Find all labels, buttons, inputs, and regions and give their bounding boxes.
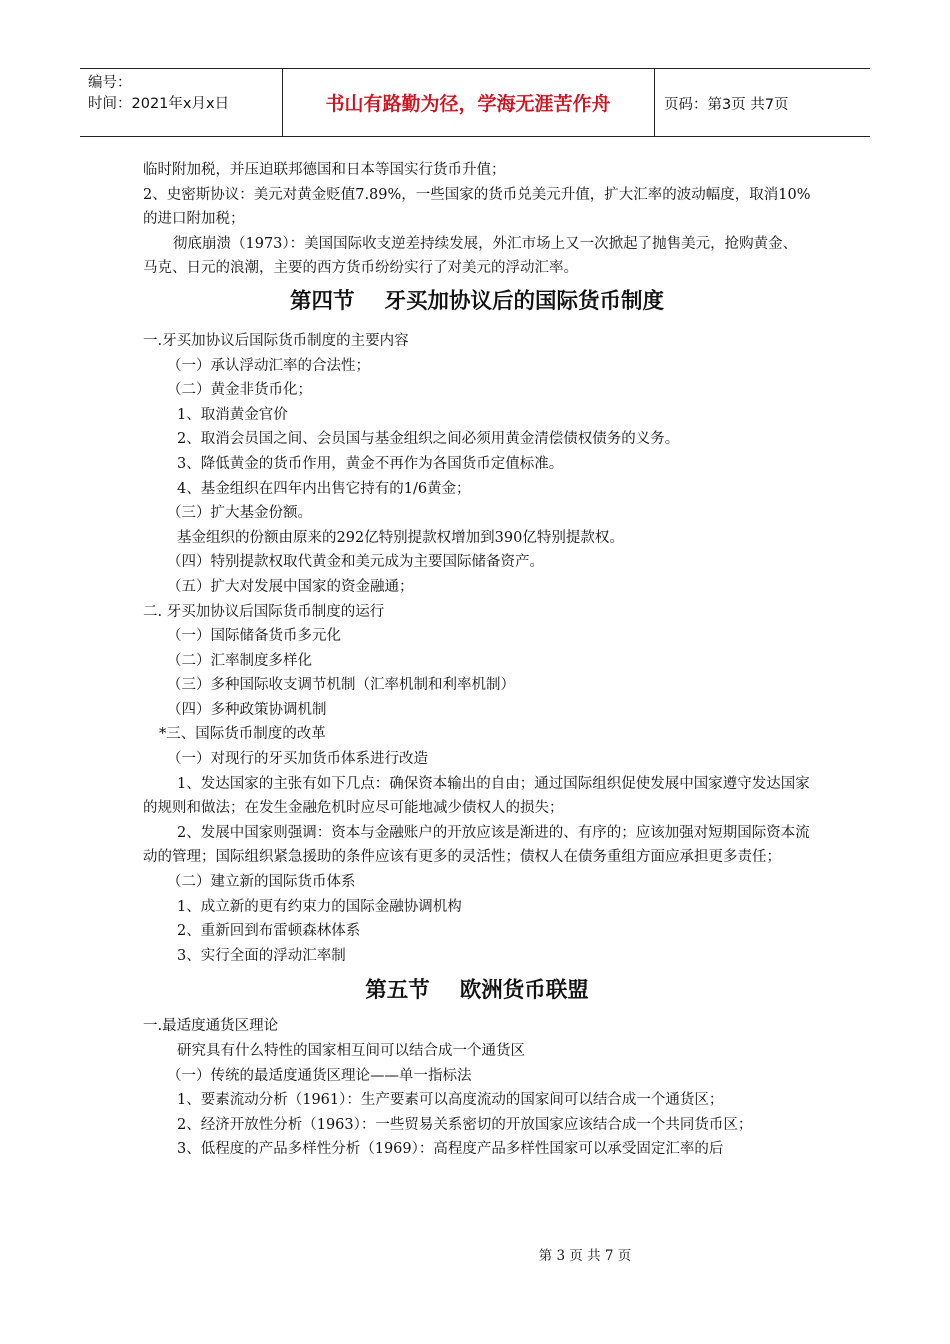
- page-footer: 第 3 页 共 7 页: [538, 1248, 632, 1264]
- list-item: （二）汇率制度多样化: [167, 652, 312, 669]
- list-item: （五）扩大对发展中国家的资金融通；: [167, 578, 414, 595]
- list-item: （一）传统的最适度通货区理论——单一指标法: [167, 1067, 472, 1084]
- list-item: 1、发达国家的主张有如下几点：确保资本输出的自由；通过国际组织促使发展中国家遵守发达国家的规则和做法；在发生金融危机时应尽可能地减少债权人的损失；: [143, 775, 810, 817]
- list-item: 二. 牙买加协议后国际货币制度的运行: [143, 603, 385, 620]
- document-body: [143, 158, 811, 1162]
- list-item: 基金组织的份额由原来的292亿特别提款权增加到390亿特别提款权。: [177, 529, 624, 546]
- list-item: *三、国际货币制度的改革: [159, 726, 326, 743]
- header-meta: [88, 73, 229, 115]
- list-item: 3、实行全面的浮动汇率制: [177, 947, 346, 964]
- paragraph: 彻底崩溃（1973）：美国国际收支逆差持续发展，外汇市场上又一次掀起了抛售美元，抢购黄金、马克、日元的浪潮，主要的西方货币纷纷实行了对美元的浮动汇率。: [143, 235, 798, 277]
- list-item: 1、成立新的更有约束力的国际金融协调机构: [177, 898, 462, 915]
- list-item: 3、低程度的产品多样性分析（1969）：高程度产品多样性国家可以承受固定汇率的后: [177, 1141, 724, 1158]
- header-page-label: 页码：第3页 共7页: [664, 97, 789, 113]
- list-item: （一）对现行的牙买加货币体系进行改造: [167, 751, 428, 768]
- list-item: （三）多种国际收支调节机制（汇率机制和利率机制）: [167, 677, 515, 694]
- list-item: 2、取消会员国之间、会员国与基金组织之间必须用黄金清偿债权债务的义务。: [177, 431, 680, 448]
- list-item: 研究具有什么特性的国家相互间可以结合成一个通货区: [177, 1043, 525, 1059]
- list-item: （一）承认浮动汇率的合法性；: [167, 357, 370, 374]
- list-item: 2、重新回到布雷顿森林体系: [177, 923, 361, 940]
- list-item: 2、经济开放性分析（1963）：一些贸易关系密切的开放国家应该结合成一个共同货币区；: [177, 1116, 753, 1133]
- section-heading: 第四节 牙买加协议后的国际货币制度: [290, 288, 664, 314]
- list-item: （一）国际储备货币多元化: [167, 628, 341, 645]
- paragraph: 临时附加税，并压迫联邦德国和日本等国实行货币升值；: [143, 162, 506, 178]
- list-item: 1、要素流动分析（1961）：生产要素可以高度流动的国家间可以结合成一个通货区；: [177, 1092, 724, 1109]
- header-divider: [654, 69, 655, 136]
- page-header: [80, 68, 870, 137]
- list-item: （二）黄金非货币化；: [167, 382, 312, 399]
- list-item: 3、降低黄金的货币作用，黄金不再作为各国货币定值标准。: [177, 455, 564, 472]
- section-heading: 第五节 欧洲货币联盟: [365, 978, 589, 1004]
- list-item: （四）多种政策协调机制: [167, 701, 327, 718]
- list-item: （二）建立新的国际货币体系: [167, 874, 356, 891]
- list-item: （四）特别提款权取代黄金和美元成为主要国际储备资产。: [167, 554, 544, 571]
- list-item: 4、基金组织在四年内出售它持有的1/6黄金；: [177, 480, 471, 497]
- header-date-label: 时间：2021年x月x日: [88, 96, 230, 112]
- header-code-label: 编号：: [88, 75, 132, 91]
- list-item: 1、取消黄金官价: [177, 406, 288, 423]
- list-item: 2、发展中国家则强调：资本与金融账户的开放应该是渐进的、有序的；应该加强对短期国际资本流动的管理；国际组织紧急援助的条件应该有更多的灵活性；债权人在债务重组方面应承担更多责任；: [143, 824, 810, 866]
- list-item: 一.最适度通货区理论: [143, 1018, 279, 1035]
- list-item: （三）扩大基金份额。: [167, 505, 312, 522]
- list-item: 一.牙买加协议后国际货币制度的主要内容: [143, 332, 409, 349]
- paragraph: 2、史密斯协议：美元对黄金贬值7.89%，一些国家的货币兑美元升值，扩大汇率的波动幅度，取消10%的进口附加税；: [143, 186, 811, 228]
- header-motto: 书山有路勤为径，学海无涯苦作舟: [325, 93, 611, 115]
